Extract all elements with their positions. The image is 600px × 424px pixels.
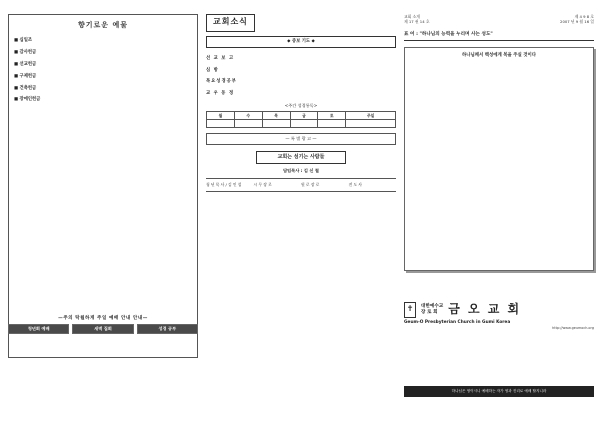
calendar-reading — [318, 119, 346, 127]
offering-group-title: ■ 장애인헌금 — [14, 97, 41, 103]
offering-group-title: ■ 선교헌금 — [14, 62, 37, 68]
staff-column — [206, 182, 254, 188]
staff-column — [301, 182, 349, 188]
calendar-day: 수 — [234, 111, 262, 119]
calendar-reading — [262, 119, 290, 127]
news-row-key: 교 우 동 정 — [206, 91, 235, 97]
footer-verse: 하나님은 영이시니 예배하는 자가 영과 진리로 예배 할지니라 — [404, 386, 594, 397]
poem-title: 하나님께서 백성에게 복을 주실 것이다 — [462, 53, 536, 59]
offering-group-title: ■ 감사헌금 — [14, 50, 37, 56]
service-boxes — [8, 324, 198, 334]
motto: 표 어 : "하나님의 능력을 누리며 사는 성도" — [404, 32, 594, 41]
service-box-head: 성경 공부 — [138, 325, 197, 333]
offering-group-title: ■ 건축헌금 — [14, 85, 37, 91]
news-tag: 교회소식 — [206, 14, 255, 32]
calendar-day: 토 — [318, 111, 346, 119]
cover-column — [404, 14, 594, 408]
church-english-name: Geum-O Presbyterian Church in Gumi Korea — [404, 319, 511, 325]
news-row-key: 선 교 보 고 — [206, 55, 235, 61]
offering-column — [8, 14, 198, 408]
service-box — [137, 324, 198, 334]
offering-group — [14, 74, 192, 80]
denomination — [421, 304, 443, 316]
issue-right-line: 2007 년 9 월 16 일 — [560, 19, 594, 25]
offering-group — [14, 50, 192, 56]
calendar-day: 금 — [290, 111, 318, 119]
staff-column — [349, 182, 397, 188]
offering-title: 향기로운 예물 — [77, 21, 128, 29]
issue-right-line: 제 4 9 8 호 — [574, 14, 594, 19]
news-rows — [206, 56, 396, 97]
service-box — [8, 324, 69, 334]
news-row — [206, 91, 396, 97]
service-schedule-title: —주의 탁월하게 주일 예배 안내 안내— — [58, 316, 148, 321]
news-row-key: 목요성경공부 — [206, 79, 237, 85]
news-row — [206, 79, 396, 85]
offering-group — [14, 38, 192, 44]
calendar-day: 월 — [207, 111, 235, 119]
notice-title: — 특 별 광 고 — — [285, 135, 317, 141]
staff-line: 시 무 장 로 — [253, 181, 272, 187]
denomination-line-2: 장 로 회 — [421, 309, 438, 315]
news-row — [206, 68, 396, 74]
service-box-head: 새벽 집회 — [73, 325, 132, 333]
offering-groups — [14, 38, 192, 103]
denomination-line-1: 대한예수교 — [421, 303, 444, 309]
service-box-head: 청년회 예배 — [9, 325, 68, 333]
offering-group — [14, 86, 192, 92]
offering-group — [14, 62, 192, 68]
prayer-box — [206, 36, 396, 48]
issue-left-line: 교회 소개 — [404, 14, 420, 19]
service-box — [72, 324, 133, 334]
staff-line: 청 년 목 사 / 김 인 섭 — [206, 181, 242, 187]
staff-line: 전 도 사 — [348, 181, 362, 187]
offering-group — [14, 97, 192, 103]
calendar-day: 주일 — [346, 111, 396, 119]
issue-left — [404, 14, 430, 24]
prayer-title: ◆ 중보 기도 ◆ — [287, 39, 315, 44]
service-schedule — [8, 316, 198, 334]
calendar-title: <주간 성경통독> — [284, 102, 318, 108]
news-column — [206, 14, 396, 408]
calendar-reading — [234, 119, 262, 127]
offering-group-title: ■ 십일조 — [14, 38, 33, 44]
offering-group-title: ■ 구제헌금 — [14, 73, 37, 79]
notice-box — [206, 133, 396, 146]
issue-left-line: 제 17 권 14 호 — [404, 19, 430, 25]
calendar-reading — [207, 119, 235, 127]
offering-frame — [8, 14, 198, 358]
staff-line: 원 로 장 로 — [301, 181, 320, 187]
news-row — [206, 56, 396, 62]
news-header — [206, 14, 396, 32]
website[interactable]: http://www.geumoch.org — [552, 326, 594, 331]
senior-pastor: 담임목사 : 김 신 철 — [283, 168, 319, 174]
issue-right — [560, 14, 594, 24]
news-row-key: 심 방 — [206, 67, 219, 73]
calendar-reading — [290, 119, 318, 127]
church-name-block — [404, 301, 594, 317]
church-name: 금 오 교 회 — [448, 302, 522, 317]
reading-calendar — [206, 111, 396, 128]
serve-tag: 교회는 섬기는 사람들 — [256, 151, 346, 164]
calendar-day: 목 — [262, 111, 290, 119]
calendar-reading — [346, 119, 396, 127]
poem-box — [404, 47, 594, 271]
staff-column — [254, 182, 302, 188]
issue-info — [404, 14, 594, 24]
cross-icon: ✝ — [404, 302, 416, 318]
staff-table — [206, 178, 396, 192]
